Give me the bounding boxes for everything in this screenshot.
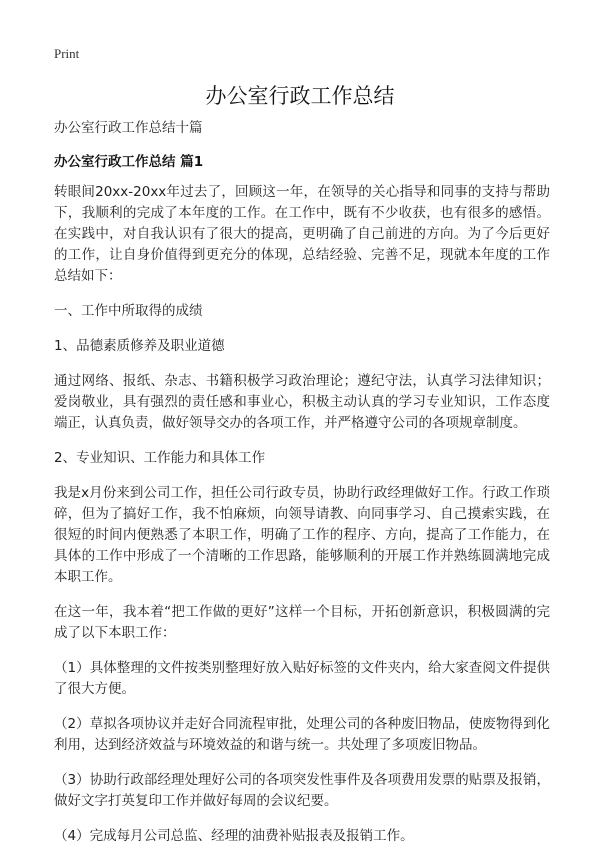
point1-paragraph: 通过网络、报纸、杂志、书籍积极学习政治理论；遵纪守法，认真学习法律知识；爱岗敬业，具有强烈的责任感和事业心，积极主动认真的学习专业知识，工作态度端正，认真负责，做好领导交办的各项工作，并严格遵守公司的各项规章制度。 <box>54 373 550 431</box>
list-item: （2）草拟各项协议并走好合同流程审批，处理公司的各种废旧物品，使废物得到化利用，达到经济效益与环境效益的和谐与统一。共处理了多项废旧物品。 <box>54 716 550 753</box>
print-link[interactable]: Print <box>54 46 80 61</box>
part1-heading: 一、工作中所取得的成绩 <box>54 303 203 319</box>
section-heading: 办公室行政工作总结 篇1 <box>54 154 204 170</box>
document-title: 办公室行政工作总结 <box>205 84 395 108</box>
point2-paragraph: 我是x月份来到公司工作，担任公司行政专员，协助行政经理做好工作。行政工作琐碎，但为了搞好工作，我不怕麻烦，向领导请教、向同事学习、自己摸索实践，在很短的时间内便熟悉了本职工作，明确了工作的程序、方向，提高了工作能力，在具体的工作中形成了一个清晰的工作思路，能够顺利的开展工作并熟练圆满地完成本职工作。 <box>54 485 550 585</box>
document-body <box>54 118 550 861</box>
intro-paragraph: 转眼间20xx-20xx年过去了，回顾这一年，在领导的关心指导和同事的支持与帮助下，我顺利的完成了本年度的工作。在工作中，既有不少收获，也有很多的感悟。在实践中，对自我认识有了很大的提高，更明确了自己前进的方向。为了今后更好的工作，让自身价值得到更充分的体现，总结经验、完善不足，现就本年度的工作总结如下： <box>54 184 550 284</box>
document-subtitle: 办公室行政工作总结十篇 <box>54 120 203 136</box>
list-item: （4）完成每月公司总监、经理的油费补贴报表及报销工作。 <box>54 828 414 844</box>
point1-heading: 1、品德素质修养及职业道德 <box>54 338 225 354</box>
point2-heading: 2、专业知识、工作能力和具体工作 <box>54 450 266 466</box>
goal-paragraph: 在这一年，我本着“把工作做的更好”这样一个目标，开拓创新意识，积极圆满的完成了以下本职工作： <box>54 604 550 641</box>
list-item: （1）具体整理的文件按类别整理好放入贴好标签的文件夹内，给大家查阅文件提供了很大方便。 <box>54 660 550 697</box>
list-item: （3）协助行政部经理处理好公司的各项突发性事件及各项费用发票的贴票及报销，做好文字打英复印工作并做好每周的会议纪要。 <box>54 772 550 809</box>
